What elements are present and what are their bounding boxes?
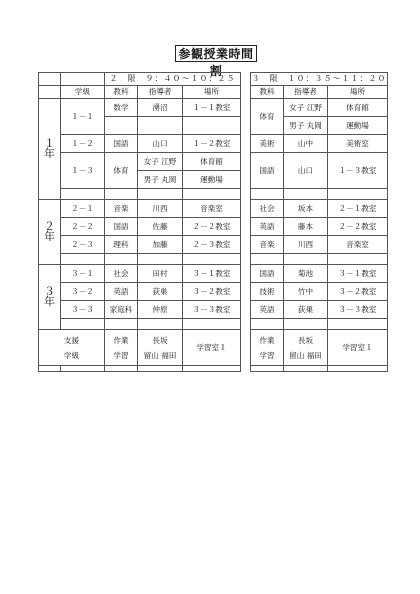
subject-cell: 国語 — [251, 153, 284, 189]
subject-cell: 作業 学習 — [105, 330, 138, 366]
teacher-cell: 菊池 — [284, 265, 328, 283]
teacher-cell: 湧沼 — [138, 99, 183, 117]
place-cell: 音楽室 — [328, 236, 388, 254]
table-row — [39, 135, 388, 153]
place-cell: ３－３教室 — [328, 301, 388, 319]
subject-cell: 技術 — [251, 283, 284, 301]
page-title: 参観授業時間割 — [175, 45, 257, 62]
support-class-row — [39, 330, 388, 366]
table-row — [39, 301, 388, 319]
subject-cell: 国語 — [105, 135, 138, 153]
place-cell: ２－２教室 — [328, 218, 388, 236]
class-label: ２－１ — [61, 200, 105, 218]
teacher-cell: 藤本 — [284, 218, 328, 236]
subject-cell: 国語 — [105, 218, 138, 236]
place-cell: １－１教室 — [183, 99, 241, 117]
subject-cell: 国語 — [251, 265, 284, 283]
teacher-cell: 川西 — [138, 200, 183, 218]
teacher-cell: 長坂 留山 福田 — [284, 330, 328, 366]
table-row — [39, 283, 388, 301]
place-cell: ３－１教室 — [183, 265, 241, 283]
column-header-row — [39, 86, 388, 99]
period-header-row — [39, 73, 388, 86]
teacher-cell: 長坂 留山 福田 — [138, 330, 183, 366]
header-grade: 学級 — [61, 86, 105, 99]
place-cell: 学習室１ — [183, 330, 241, 366]
header-teacher: 指導者 — [284, 86, 328, 99]
timetable — [38, 72, 388, 372]
subject-cell: 体育 — [251, 99, 284, 135]
class-label: ３－２ — [61, 283, 105, 301]
subject-cell: 作業 学習 — [251, 330, 284, 366]
subject-cell: 数学 — [105, 99, 138, 117]
teacher-cell: 山口 — [138, 135, 183, 153]
subject-cell: 家庭科 — [105, 301, 138, 319]
subject-cell: 体育 — [105, 153, 138, 189]
teacher-cell: 田村 — [138, 265, 183, 283]
subject-cell: 音楽 — [251, 236, 284, 254]
table-row — [39, 200, 388, 218]
period-3-header: ３ 限 １０：３５～１１：２０ — [251, 73, 388, 86]
support-class-label: 支援 学級 — [39, 330, 105, 366]
table-row — [39, 265, 388, 283]
table-row — [39, 218, 388, 236]
subject-cell: 社会 — [251, 200, 284, 218]
period-2-header: ２ 限 ９：４０～１０：２５ — [105, 73, 241, 86]
subject-cell: 英語 — [105, 283, 138, 301]
place-cell: 運動場 — [183, 171, 241, 189]
place-cell: 運動場 — [328, 117, 388, 135]
place-cell: ２－２教室 — [183, 218, 241, 236]
header-subject: 教科 — [105, 86, 138, 99]
place-cell: １－２教室 — [183, 135, 241, 153]
teacher-cell: 仲原 — [138, 301, 183, 319]
subject-cell: 美術 — [251, 135, 284, 153]
class-label: １－３ — [61, 153, 105, 189]
class-label: ２－２ — [61, 218, 105, 236]
place-cell: 体育館 — [183, 153, 241, 171]
teacher-cell: 男子 丸岡 — [284, 117, 328, 135]
place-cell: ２－１教室 — [328, 200, 388, 218]
place-cell: ３－２教室 — [183, 283, 241, 301]
class-label: １－２ — [61, 135, 105, 153]
place-cell: １－３教室 — [328, 153, 388, 189]
place-cell: 美術室 — [328, 135, 388, 153]
subject-cell — [105, 117, 138, 135]
place-cell: ３－２教室 — [328, 283, 388, 301]
place-cell: ３－１教室 — [328, 265, 388, 283]
teacher-cell: 坂本 — [284, 200, 328, 218]
place-cell: 学習室１ — [328, 330, 388, 366]
place-cell — [183, 117, 241, 135]
class-label: １－１ — [61, 99, 105, 135]
teacher-cell: 竹中 — [284, 283, 328, 301]
header-place: 場所 — [328, 86, 388, 99]
teacher-cell: 山中 — [284, 135, 328, 153]
teacher-cell: 川西 — [284, 236, 328, 254]
class-label: ３－３ — [61, 301, 105, 319]
subject-cell: 社会 — [105, 265, 138, 283]
class-label: ２－３ — [61, 236, 105, 254]
teacher-cell: 男子 丸岡 — [138, 171, 183, 189]
header-place: 場所 — [183, 86, 241, 99]
header-teacher: 指導者 — [138, 86, 183, 99]
class-label: ３－１ — [61, 265, 105, 283]
teacher-cell: 山口 — [284, 153, 328, 189]
grade-3-label: ３ 年 — [39, 265, 61, 330]
teacher-cell — [138, 117, 183, 135]
teacher-cell: 女子 江野 — [284, 99, 328, 117]
place-cell: 音楽室 — [183, 200, 241, 218]
teacher-cell: 加藤 — [138, 236, 183, 254]
subject-cell: 理科 — [105, 236, 138, 254]
table-row — [39, 153, 388, 171]
teacher-cell: 佐藤 — [138, 218, 183, 236]
table-row — [39, 99, 388, 117]
teacher-cell: 荻巣 — [284, 301, 328, 319]
table-row — [39, 236, 388, 254]
place-cell: 体育館 — [328, 99, 388, 117]
header-subject: 教科 — [251, 86, 284, 99]
grade-2-label: ２ 年 — [39, 200, 61, 265]
place-cell: ２－３教室 — [183, 236, 241, 254]
subject-cell: 英語 — [251, 218, 284, 236]
teacher-cell: 荻巣 — [138, 283, 183, 301]
subject-cell: 英語 — [251, 301, 284, 319]
place-cell: ３－３教室 — [183, 301, 241, 319]
teacher-cell: 女子 江野 — [138, 153, 183, 171]
grade-1-label: １ 年 — [39, 99, 61, 200]
subject-cell: 音楽 — [105, 200, 138, 218]
